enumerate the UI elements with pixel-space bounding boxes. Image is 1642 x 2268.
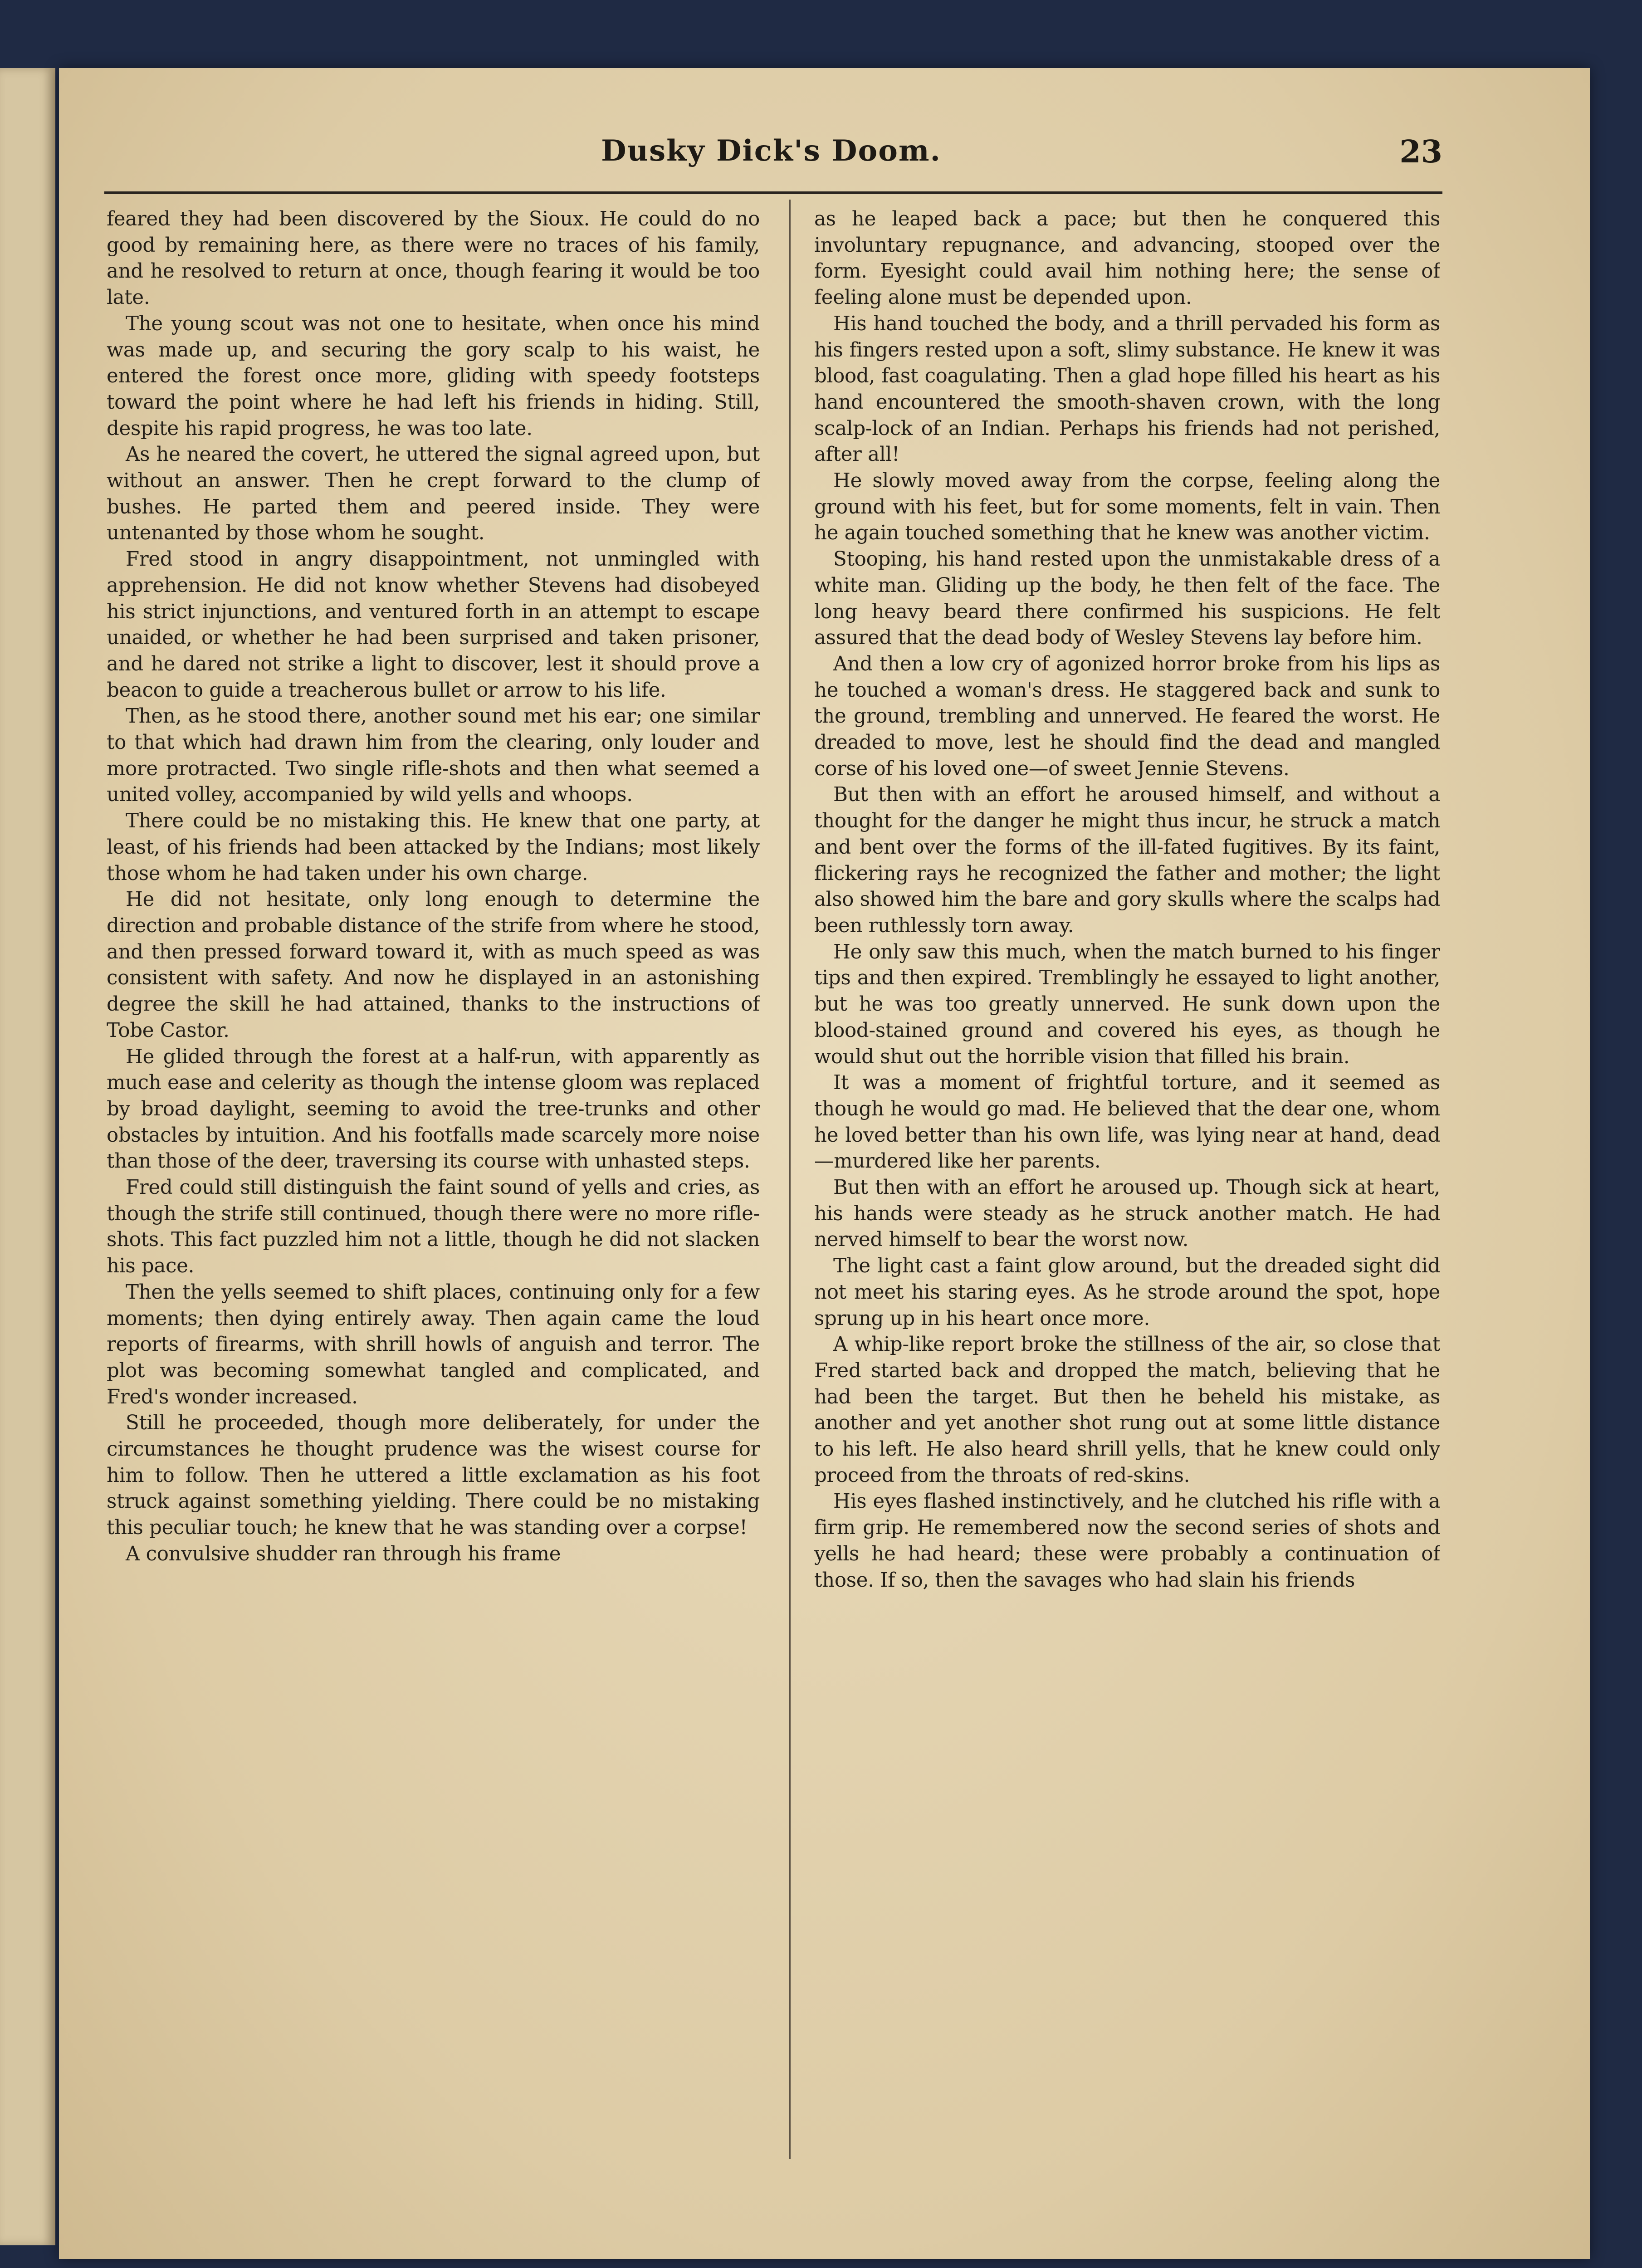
paragraph: As he neared the covert, he uttered the signal agreed upon, but without an answer. Then he crept forward to the clump of bushes. He parted them and peered inside. They were untenanted by those whom he sought. [107, 443, 760, 545]
paragraph: He did not hesitate, only long enough to determine the direction and probable distance of the strife from where he stood, and then pressed forward toward it, with as much speed as was consistent with safety. And now he displayed in an astonishing degree the skill he had attained, thanks to the instructions of Tobe Castor. [107, 888, 760, 1042]
paragraph: The young scout was not one to hesitate, when once his mind was made up, and securing the gory scalp to his waist, he entered the forest once more, gliding with speedy footsteps toward the point where he had left his friends in hiding. Still, despite his rapid progress, he was too late. [107, 312, 760, 440]
right-column [814, 206, 1440, 2148]
paragraph: His hand touched the body, and a thrill pervaded his form as his fingers rested upon a soft, slimy substance. He knew it was blood, fast coagulating. Then a glad hope filled his heart as his hand encountered the smooth-shaven crown, with the long scalp-lock of an Indian. Perhaps his friends had not perished, after all! [814, 312, 1440, 466]
paragraph: Fred stood in angry disappointment, not unmingled with apprehension. He did not know whether Stevens had disobeyed his strict injunctions, and ventured forth in an attempt to escape unaided, or whether he had been surprised and taken prisoner, and he dared not strike a light to discover, lest it should prove a beacon to guide a treacherous bullet or arrow to his life. [107, 548, 760, 702]
paragraph: There could be no mistaking this. He knew that one party, at least, of his friends had been attacked by the Indians; most likely those whom he had taken under his own charge. [107, 810, 760, 885]
left-column [107, 206, 760, 2148]
paragraph: Fred could still distinguish the faint sound of yells and cries, as though the strife still continued, though there were no more rifle-shots. This fact puzzled him not a little, though he did not slacken his pace. [107, 1176, 760, 1278]
paragraph: It was a moment of frightful torture, and it seemed as though he would go mad. He believed that the dear one, whom he loved better than his own life, was lying near at hand, dead—murdered like her parents. [814, 1071, 1440, 1173]
paragraph: Still he proceeded, though more deliberately, for under the circumstances he thought prudence was the wisest course for him to follow. Then he uttered a little exclamation as his foot struck against something yielding. There could be no mistaking this peculiar touch; he knew that he was standing over a corpse! [107, 1412, 760, 1540]
paragraph: He slowly moved away from the corpse, feeling along the ground with his feet, but for some moments, felt in vain. Then he again touched something that he knew was another victim. [814, 469, 1440, 545]
paragraph: But then with an effort he aroused up. Though sick at heart, his hands were steady as he struck another match. He had nerved himself to bear the worst now. [814, 1176, 1440, 1251]
running-title: Dusky Dick's Doom. [601, 134, 941, 168]
paragraph: Then the yells seemed to shift places, continuing only for a few moments; then dying entirely away. Then again came the loud reports of firearms, with shrill howls of anguish and terror. The plot was becoming somewhat tangled and complicated, and Fred's wonder increased. [107, 1281, 760, 1408]
paragraph: Then, as he stood there, another sound met his ear; one similar to that which had drawn him from the clearing, only louder and more protracted. Two single rifle-shots and then what seemed a united volley, accompanied by wild yells and whoops. [107, 705, 760, 807]
paragraph: And then a low cry of agonized horror broke from his lips as he touched a woman's dress. He staggered back and sunk to the ground, trembling and unnerved. He feared the worst. He dreaded to move, lest he should find the dead and mangled corse of his loved one—of sweet Jennie Stevens. [814, 652, 1440, 780]
paragraph: His eyes flashed instinctively, and he clutched his rifle with a firm grip. He remembered now the second series of shots and yells he had heard; these were probably a continuation of those. If so, then the savages who had slain his friends [814, 1490, 1440, 1592]
paragraph: The light cast a faint glow around, but the dreaded sight did not meet his staring eyes. As he strode around the spot, hope sprung up in his heart once more. [814, 1255, 1440, 1330]
paragraph: Stooping, his hand rested upon the unmistakable dress of a white man. Gliding up the body, he then felt of the face. The long heavy beard there confirmed his suspicions. He felt assured that the dead body of Wesley Stevens lay before him. [814, 548, 1440, 650]
paragraph: feared they had been discovered by the Sioux. He could do no good by remaining here, as there were no traces of his family, and he resolved to return at once, though fearing it would be too late. [107, 208, 760, 309]
page-header [100, 134, 1442, 184]
paragraph: He only saw this much, when the match burned to his finger tips and then expired. Tremblingly he essayed to light another, but he was too greatly unnerved. He sunk down upon the blood-stained ground and covered his eyes, as though he would shut out the horrible vision that filled his brain. [814, 940, 1440, 1068]
paragraph: as he leaped back a pace; but then he conquered this involuntary repugnance, and advancing, stooped over the form. Eyesight could avail him nothing here; the sense of feeling alone must be depended upon. [814, 208, 1440, 309]
paragraph: He glided through the forest at a half-run, with apparently as much ease and celerity as though the intense gloom was replaced by broad daylight, seeming to avoid the tree-trunks and other obstacles by intuition. And his footfalls made scarcely more noise than those of the deer, traversing its course with unhasted steps. [107, 1045, 760, 1173]
paragraph: But then with an effort he aroused himself, and without a thought for the danger he might thus incur, he struck a match and bent over the forms of the ill-fated fugitives. By its faint, flickering rays he recognized the father and mother; the light also showed him the bare and gory skulls where the scalps had been ruthlessly torn away. [814, 783, 1440, 937]
previous-page-edge [0, 68, 55, 2245]
column-divider [789, 200, 791, 2159]
page-number: 23 [1399, 134, 1442, 170]
paragraph: A whip-like report broke the stillness of the air, so close that Fred started back and dropped the match, believing that he had been the target. But then he beheld his mistake, as another and yet another shot rung out at some little distance to his left. He also heard shrill yells, that he knew could only proceed from the throats of red-skins. [814, 1333, 1440, 1487]
header-rule [104, 191, 1442, 194]
paragraph: A convulsive shudder ran through his frame [126, 1542, 561, 1565]
